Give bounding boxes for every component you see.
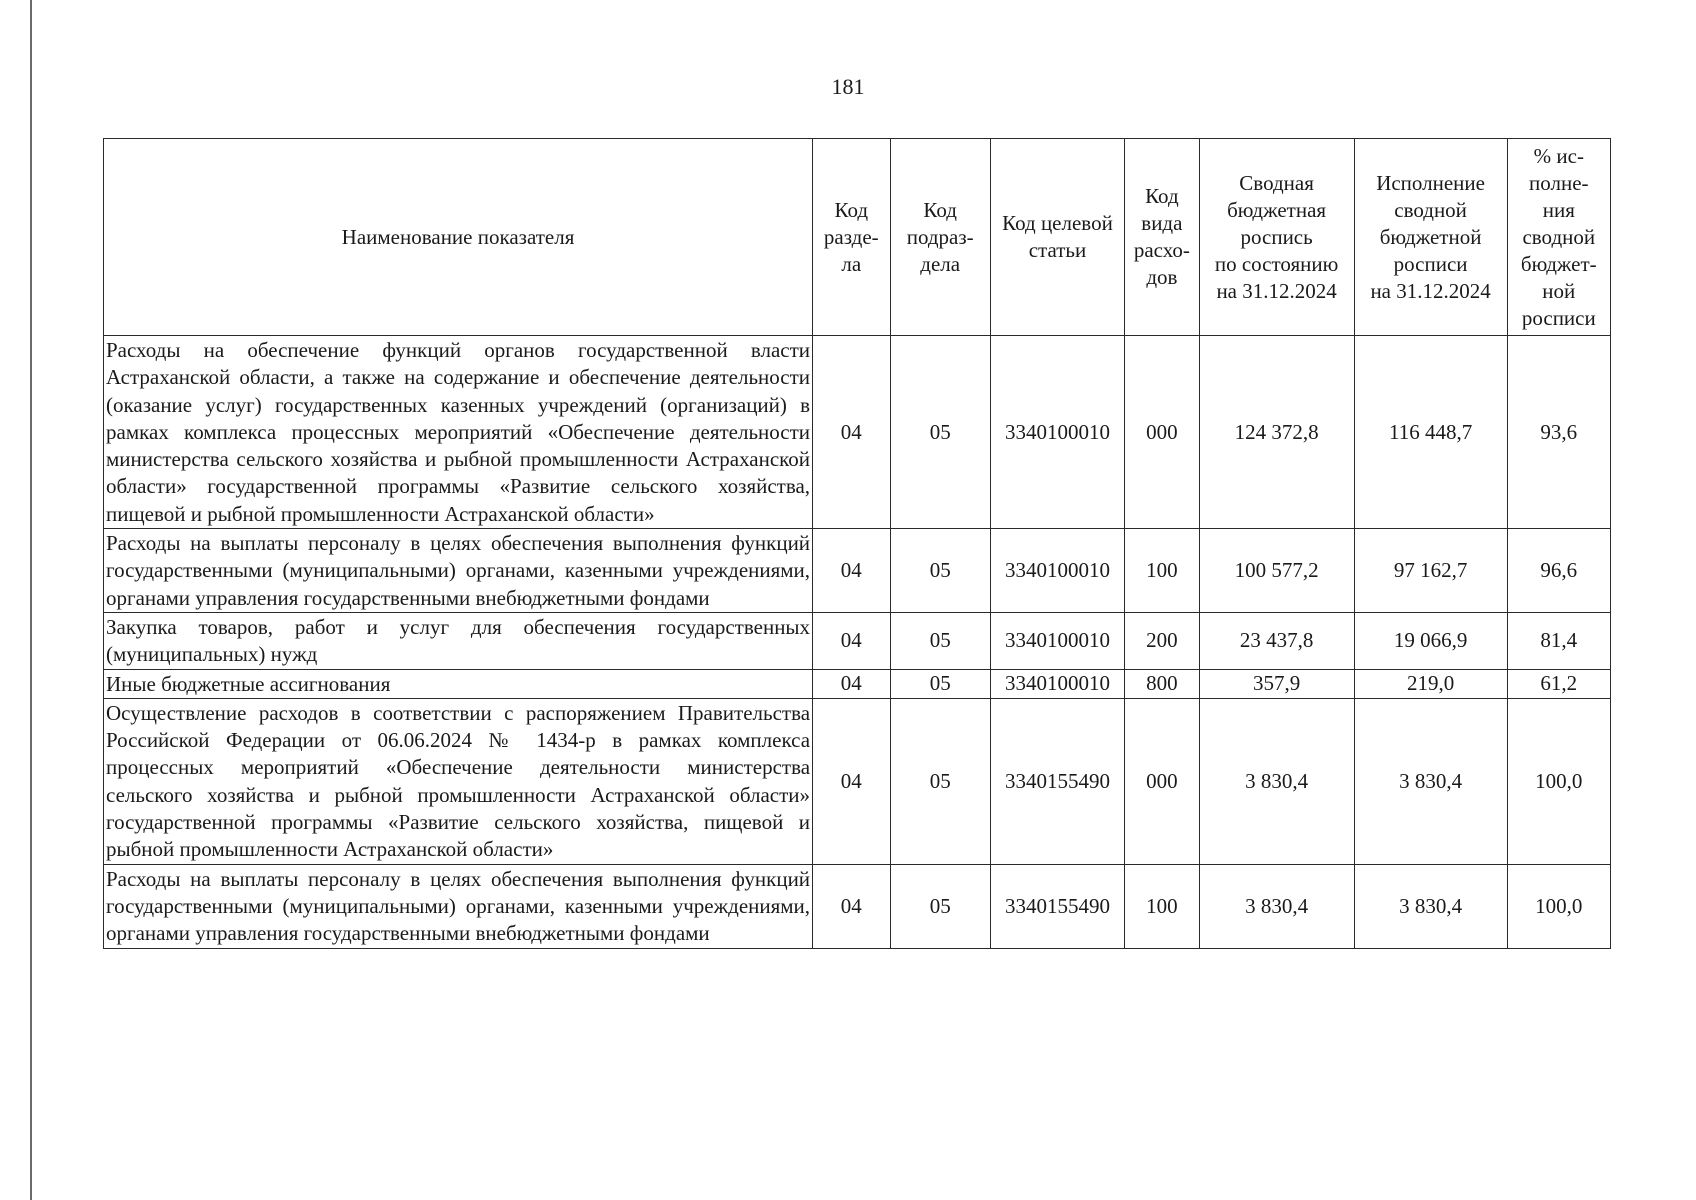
row-expense-type-code: 100	[1125, 864, 1199, 948]
row-planned-amount: 357,9	[1199, 669, 1354, 698]
table-row	[104, 669, 1611, 698]
row-section-code: 04	[813, 336, 891, 529]
header-executed: Исполнение сводной бюджетной росписи на 31.12.2024	[1354, 139, 1507, 336]
row-section-code: 04	[813, 698, 891, 864]
row-subsection-code: 05	[890, 669, 990, 698]
row-execution-percent: 100,0	[1507, 698, 1610, 864]
row-expense-type-code: 800	[1125, 669, 1199, 698]
header-expense-type: Код вида расхо- дов	[1125, 139, 1199, 336]
page-number: 181	[831, 74, 865, 99]
row-executed-amount: 3 830,4	[1354, 864, 1507, 948]
row-executed-amount: 19 066,9	[1354, 612, 1507, 669]
row-name: Расходы на обеспечение функций органов государственной власти Астраханской области, а также на содержание и обеспечение деятельности (оказание услуг) государственных казенных учреждений (организаций) в рамках комплекса процессных мероприятий «Обеспечение деятельности министерства сельского хозяйства и рыбной промышленности Астраханской области» государственной программы «Развитие сельского хозяйства, пищевой и рыбной промышленности Астраханской области»	[104, 336, 813, 529]
row-expense-type-code: 000	[1125, 336, 1199, 529]
row-name: Расходы на выплаты персоналу в целях обеспечения выполнения функций государственными (муниципальными) органами, казенными учреждениями, органами управления государственными внебюджетными фондами	[104, 864, 813, 948]
row-execution-percent: 81,4	[1507, 612, 1610, 669]
row-executed-amount: 97 162,7	[1354, 529, 1507, 613]
row-planned-amount: 100 577,2	[1199, 529, 1354, 613]
page-margin-line	[30, 0, 32, 1200]
row-subsection-code: 05	[890, 336, 990, 529]
table-row	[104, 529, 1611, 613]
row-expense-type-code: 000	[1125, 698, 1199, 864]
row-target-code: 3340100010	[990, 336, 1124, 529]
header-subsection: Код подраз- дела	[890, 139, 990, 336]
row-section-code: 04	[813, 529, 891, 613]
row-planned-amount: 3 830,4	[1199, 698, 1354, 864]
row-name: Осуществление расходов в соответствии с распоряжением Правительства Российской Федерации от 06.06.2024 № 1434-р в рамках комплекса процессных мероприятий «Обеспечение деятельности министерства сельского хозяйства и рыбной промышленности Астраханской области» государственной программы «Развитие сельского хозяйства, пищевой и рыбной промышленности Астраханской области»	[104, 698, 813, 864]
row-subsection-code: 05	[890, 864, 990, 948]
table-row	[104, 864, 1611, 948]
row-section-code: 04	[813, 864, 891, 948]
header-percent: % ис- полне- ния сводной бюджет- ной росписи	[1507, 139, 1610, 336]
row-target-code: 3340100010	[990, 669, 1124, 698]
table-row	[104, 612, 1611, 669]
row-target-code: 3340155490	[990, 698, 1124, 864]
header-section: Код разде- ла	[813, 139, 891, 336]
row-name: Закупка товаров, работ и услуг для обеспечения государственных (муниципальных) нужд	[104, 612, 813, 669]
row-target-code: 3340100010	[990, 529, 1124, 613]
row-executed-amount: 219,0	[1354, 669, 1507, 698]
table-row	[104, 698, 1611, 864]
row-execution-percent: 61,2	[1507, 669, 1610, 698]
row-target-code: 3340155490	[990, 864, 1124, 948]
row-execution-percent: 96,6	[1507, 529, 1610, 613]
row-section-code: 04	[813, 669, 891, 698]
row-expense-type-code: 100	[1125, 529, 1199, 613]
row-planned-amount: 3 830,4	[1199, 864, 1354, 948]
row-planned-amount: 23 437,8	[1199, 612, 1354, 669]
header-planned: Сводная бюджетная роспись по состоянию на 31.12.2024	[1199, 139, 1354, 336]
row-subsection-code: 05	[890, 529, 990, 613]
table-header-row	[104, 139, 1611, 336]
row-executed-amount: 116 448,7	[1354, 336, 1507, 529]
row-executed-amount: 3 830,4	[1354, 698, 1507, 864]
row-execution-percent: 100,0	[1507, 864, 1610, 948]
header-target: Код целевой статьи	[990, 139, 1124, 336]
row-planned-amount: 124 372,8	[1199, 336, 1354, 529]
table-body	[104, 336, 1611, 949]
header-name: Наименование показателя	[104, 139, 813, 336]
row-section-code: 04	[813, 612, 891, 669]
row-subsection-code: 05	[890, 698, 990, 864]
row-subsection-code: 05	[890, 612, 990, 669]
row-execution-percent: 93,6	[1507, 336, 1610, 529]
budget-table	[103, 138, 1611, 949]
row-expense-type-code: 200	[1125, 612, 1199, 669]
table-row	[104, 336, 1611, 529]
row-target-code: 3340100010	[990, 612, 1124, 669]
row-name: Расходы на выплаты персоналу в целях обеспечения выполнения функций государственными (муниципальными) органами, казенными учреждениями, органами управления государственными внебюджетными фондами	[104, 529, 813, 613]
row-name: Иные бюджетные ассигнования	[104, 669, 813, 698]
